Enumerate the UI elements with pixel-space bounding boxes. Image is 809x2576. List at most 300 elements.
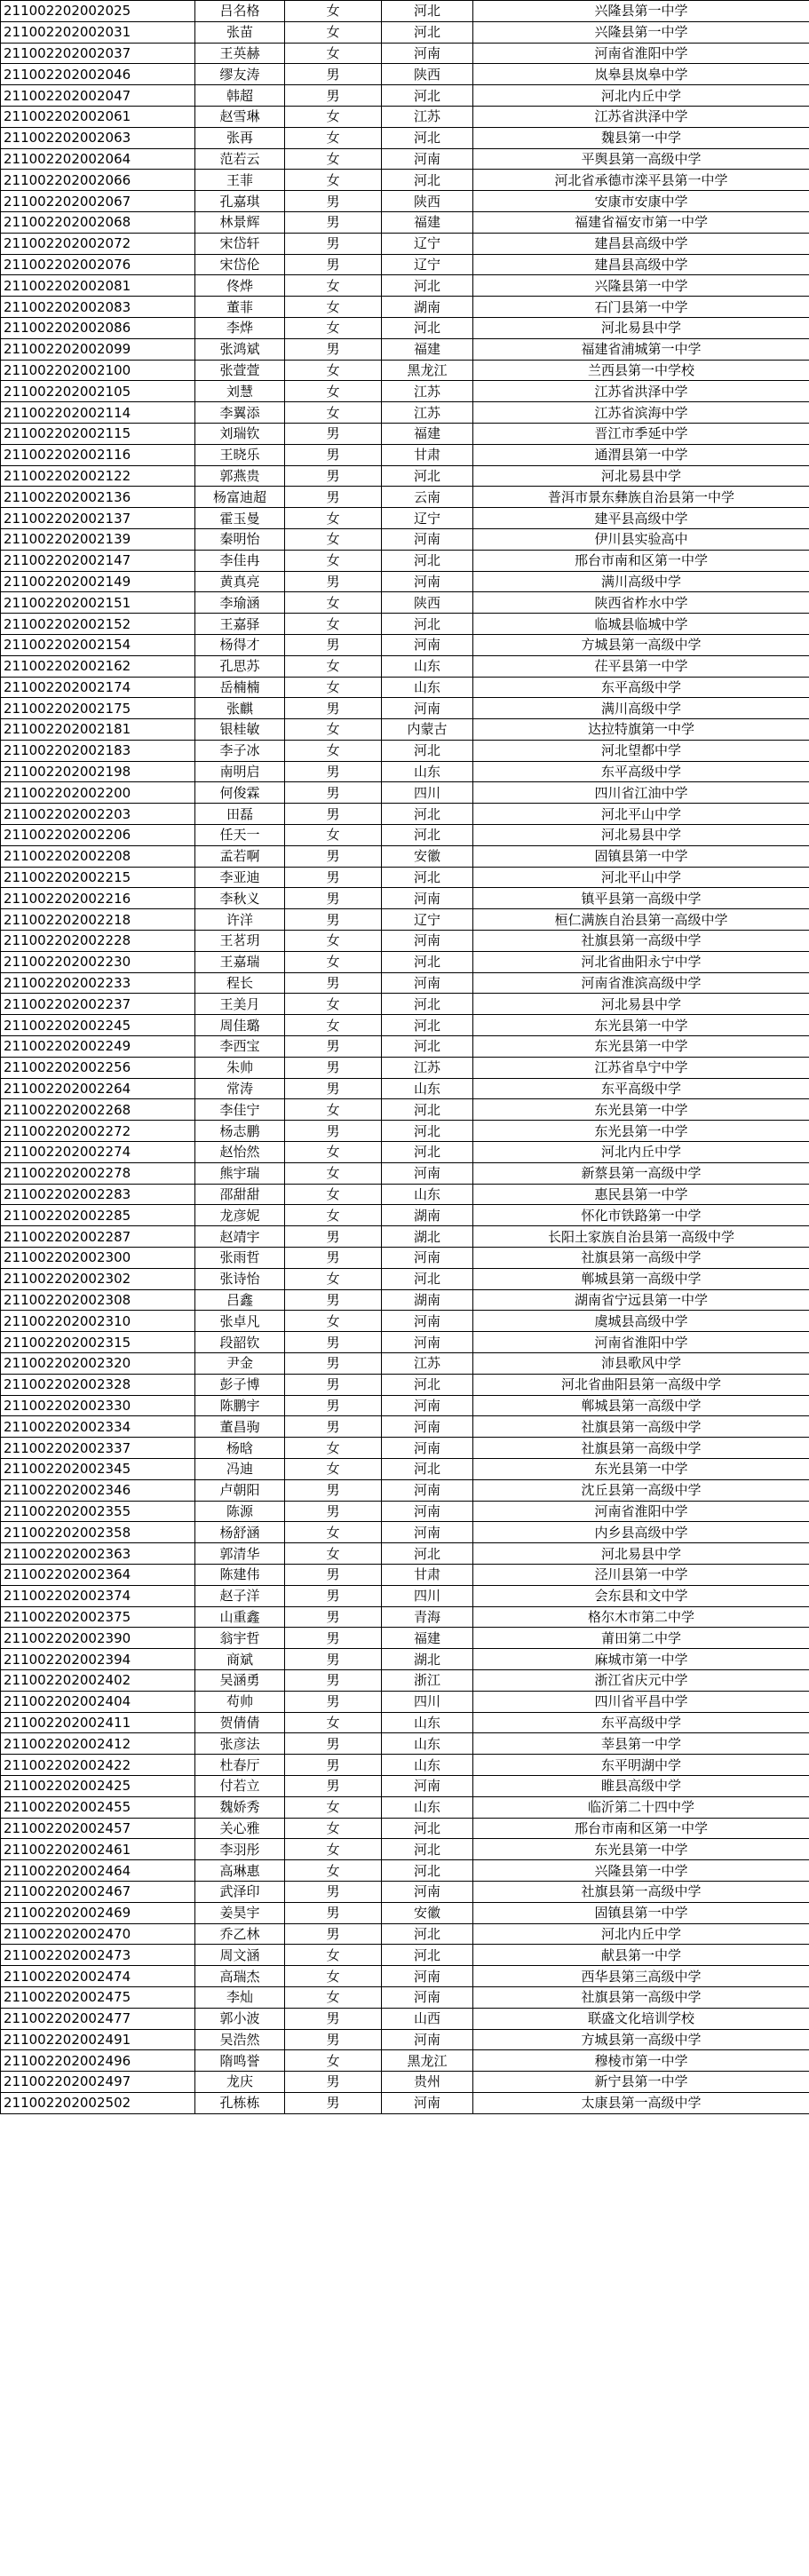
province-cell: 河北 <box>382 1860 473 1882</box>
name-cell: 秦明怡 <box>195 528 285 550</box>
province-cell: 黑龙江 <box>382 360 473 381</box>
province-cell: 河南 <box>382 972 473 994</box>
province-cell: 江苏 <box>382 106 473 127</box>
name-cell: 张彦法 <box>195 1733 285 1755</box>
table-row <box>1 592 809 614</box>
table-row <box>1 1796 809 1818</box>
table-row <box>1 1818 809 1839</box>
exam-number-cell: 211002202002152 <box>1 614 195 635</box>
school-cell: 兴隆县第一中学 <box>473 275 809 297</box>
table-row <box>1 106 809 127</box>
school-cell: 晋江市季延中学 <box>473 423 809 444</box>
table-row <box>1 1733 809 1755</box>
province-cell: 河北 <box>382 614 473 635</box>
province-cell: 河北 <box>382 994 473 1015</box>
gender-cell: 男 <box>285 2008 382 2029</box>
school-cell: 兰西县第一中学校 <box>473 360 809 381</box>
gender-cell: 男 <box>285 571 382 592</box>
name-cell: 陈建伟 <box>195 1564 285 1585</box>
table-row <box>1 1966 809 1987</box>
exam-number-cell: 211002202002072 <box>1 233 195 254</box>
name-cell: 王菲 <box>195 170 285 191</box>
exam-number-cell: 211002202002181 <box>1 719 195 741</box>
exam-number-cell: 211002202002328 <box>1 1374 195 1395</box>
exam-number-cell: 211002202002200 <box>1 782 195 804</box>
gender-cell: 女 <box>285 1839 382 1860</box>
province-cell: 山西 <box>382 2008 473 2029</box>
exam-number-cell: 211002202002461 <box>1 1839 195 1860</box>
table-row <box>1 297 809 318</box>
province-cell: 河南 <box>382 1479 473 1501</box>
table-row <box>1 1226 809 1248</box>
province-cell: 贵州 <box>382 2072 473 2093</box>
gender-cell: 男 <box>285 804 382 825</box>
gender-cell: 男 <box>285 1078 382 1099</box>
exam-number-cell: 211002202002105 <box>1 381 195 402</box>
table-row <box>1 423 809 444</box>
province-cell: 河北 <box>382 1374 473 1395</box>
province-cell: 陕西 <box>382 592 473 614</box>
name-cell: 龙庆 <box>195 2072 285 2093</box>
gender-cell: 男 <box>285 1669 382 1691</box>
school-cell: 联盛文化培训学校 <box>473 2008 809 2029</box>
gender-cell: 男 <box>285 1628 382 1649</box>
province-cell: 河北 <box>382 867 473 888</box>
gender-cell: 女 <box>285 106 382 127</box>
exam-number-cell: 211002202002154 <box>1 634 195 655</box>
exam-number-cell: 211002202002475 <box>1 1986 195 2008</box>
school-cell: 河北望都中学 <box>473 740 809 761</box>
table-row <box>1 211 809 233</box>
exam-number-cell: 211002202002457 <box>1 1818 195 1839</box>
gender-cell: 男 <box>285 1775 382 1796</box>
province-cell: 辽宁 <box>382 233 473 254</box>
province-cell: 河南 <box>382 1881 473 1902</box>
province-cell: 河南 <box>382 1248 473 1269</box>
exam-number-cell: 211002202002274 <box>1 1142 195 1163</box>
gender-cell: 女 <box>285 677 382 698</box>
exam-number-cell: 211002202002300 <box>1 1248 195 1269</box>
exam-number-cell: 211002202002390 <box>1 1628 195 1649</box>
name-cell: 周文涵 <box>195 1945 285 1966</box>
table-row <box>1 275 809 297</box>
exam-number-cell: 211002202002402 <box>1 1669 195 1691</box>
table-row <box>1 21 809 43</box>
table-row <box>1 1691 809 1712</box>
gender-cell: 男 <box>285 1733 382 1755</box>
table-row <box>1 360 809 381</box>
province-cell: 河南 <box>382 43 473 64</box>
gender-cell: 女 <box>285 719 382 741</box>
school-cell: 通渭县第一中学 <box>473 444 809 465</box>
exam-number-cell: 211002202002046 <box>1 64 195 85</box>
gender-cell: 男 <box>285 2092 382 2113</box>
table-row <box>1 740 809 761</box>
table-row <box>1 1184 809 1205</box>
gender-cell: 女 <box>285 1311 382 1332</box>
school-cell: 河北易县中学 <box>473 994 809 1015</box>
exam-number-cell: 211002202002025 <box>1 1 195 22</box>
name-cell: 郭燕贵 <box>195 465 285 487</box>
exam-number-cell: 211002202002215 <box>1 867 195 888</box>
exam-number-cell: 211002202002469 <box>1 1902 195 1923</box>
school-cell: 东光县第一中学 <box>473 1015 809 1036</box>
exam-number-cell: 211002202002256 <box>1 1057 195 1078</box>
name-cell: 王嘉瑞 <box>195 951 285 972</box>
exam-number-cell: 211002202002467 <box>1 1881 195 1902</box>
name-cell: 韩超 <box>195 85 285 107</box>
exam-number-cell: 211002202002183 <box>1 740 195 761</box>
school-cell: 郸城县第一高级中学 <box>473 1395 809 1416</box>
province-cell: 河南 <box>382 1438 473 1459</box>
exam-number-cell: 211002202002264 <box>1 1078 195 1099</box>
name-cell: 隋鸣誉 <box>195 2050 285 2072</box>
name-cell: 何俊霖 <box>195 782 285 804</box>
name-cell: 李瑜涵 <box>195 592 285 614</box>
province-cell: 河南 <box>382 1162 473 1184</box>
gender-cell: 男 <box>285 1332 382 1353</box>
province-cell: 辽宁 <box>382 254 473 275</box>
name-cell: 龙彦妮 <box>195 1205 285 1226</box>
table-row <box>1 1839 809 1860</box>
province-cell: 河北 <box>382 170 473 191</box>
province-cell: 山东 <box>382 1078 473 1099</box>
province-cell: 河北 <box>382 1268 473 1289</box>
table-row <box>1 1479 809 1501</box>
exam-number-cell: 211002202002233 <box>1 972 195 994</box>
school-cell: 河北易县中学 <box>473 465 809 487</box>
province-cell: 河北 <box>382 127 473 148</box>
school-cell: 内乡县高级中学 <box>473 1522 809 1543</box>
gender-cell: 男 <box>285 867 382 888</box>
name-cell: 任天一 <box>195 825 285 846</box>
name-cell: 宋岱轩 <box>195 233 285 254</box>
gender-cell: 女 <box>285 740 382 761</box>
table-row <box>1 148 809 170</box>
province-cell: 河南 <box>382 528 473 550</box>
name-cell: 孔嘉琪 <box>195 191 285 212</box>
table-row <box>1 655 809 677</box>
table-row <box>1 1078 809 1099</box>
table-row <box>1 845 809 867</box>
table-row <box>1 909 809 931</box>
name-cell: 李佳冉 <box>195 550 285 571</box>
gender-cell: 男 <box>285 1564 382 1585</box>
table-row <box>1 1986 809 2008</box>
school-cell: 桓仁满族自治县第一高级中学 <box>473 909 809 931</box>
gender-cell: 女 <box>285 1543 382 1565</box>
table-row <box>1 1353 809 1375</box>
gender-cell: 男 <box>285 233 382 254</box>
gender-cell: 男 <box>285 1479 382 1501</box>
table-row <box>1 634 809 655</box>
province-cell: 河南 <box>382 148 473 170</box>
school-cell: 东平高级中学 <box>473 1712 809 1733</box>
school-cell: 河北省承德市滦平县第一中学 <box>473 170 809 191</box>
province-cell: 河南 <box>382 1775 473 1796</box>
exam-number-cell: 211002202002320 <box>1 1353 195 1375</box>
gender-cell: 男 <box>285 1416 382 1438</box>
exam-number-cell: 211002202002218 <box>1 909 195 931</box>
name-cell: 李西宝 <box>195 1036 285 1058</box>
exam-number-cell: 211002202002047 <box>1 85 195 107</box>
school-cell: 东光县第一中学 <box>473 1458 809 1479</box>
province-cell: 河南 <box>382 1332 473 1353</box>
school-cell: 四川省平昌中学 <box>473 1691 809 1712</box>
table-row <box>1 761 809 782</box>
province-cell: 青海 <box>382 1606 473 1628</box>
exam-number-cell: 211002202002114 <box>1 402 195 424</box>
gender-cell: 女 <box>285 1796 382 1818</box>
school-cell: 建平县高级中学 <box>473 508 809 529</box>
name-cell: 银桂敏 <box>195 719 285 741</box>
province-cell: 河北 <box>382 1458 473 1479</box>
table-row <box>1 1205 809 1226</box>
table-row <box>1 317 809 338</box>
name-cell: 王晓乐 <box>195 444 285 465</box>
school-cell: 江苏省滨海中学 <box>473 402 809 424</box>
exam-number-cell: 211002202002061 <box>1 106 195 127</box>
table-row <box>1 1142 809 1163</box>
school-cell: 满川高级中学 <box>473 571 809 592</box>
province-cell: 河北 <box>382 1945 473 1966</box>
table-row <box>1 867 809 888</box>
school-cell: 伊川县实验高中 <box>473 528 809 550</box>
table-row <box>1 2072 809 2093</box>
exam-number-cell: 211002202002285 <box>1 1205 195 1226</box>
exam-number-cell: 211002202002137 <box>1 508 195 529</box>
name-cell: 张卓凡 <box>195 1311 285 1332</box>
name-cell: 熊宇瑞 <box>195 1162 285 1184</box>
gender-cell: 男 <box>285 1585 382 1606</box>
table-row <box>1 1649 809 1670</box>
gender-cell: 男 <box>285 1649 382 1670</box>
province-cell: 河南 <box>382 1311 473 1332</box>
gender-cell: 男 <box>285 191 382 212</box>
school-cell: 满川高级中学 <box>473 698 809 719</box>
province-cell: 河南 <box>382 2029 473 2050</box>
name-cell: 杨舒涵 <box>195 1522 285 1543</box>
name-cell: 张苗 <box>195 21 285 43</box>
name-cell: 付若立 <box>195 1775 285 1796</box>
exam-number-cell: 211002202002037 <box>1 43 195 64</box>
school-cell: 镇平县第一高级中学 <box>473 888 809 909</box>
gender-cell: 男 <box>285 338 382 360</box>
name-cell: 贺倩倩 <box>195 1712 285 1733</box>
province-cell: 陕西 <box>382 191 473 212</box>
name-cell: 孔栋栋 <box>195 2092 285 2113</box>
province-cell: 福建 <box>382 423 473 444</box>
province-cell: 四川 <box>382 1691 473 1712</box>
table-row <box>1 1860 809 1882</box>
school-cell: 社旗县第一高级中学 <box>473 1416 809 1438</box>
exam-number-cell: 211002202002067 <box>1 191 195 212</box>
exam-number-cell: 211002202002268 <box>1 1099 195 1121</box>
exam-number-cell: 211002202002203 <box>1 804 195 825</box>
school-cell: 邢台市南和区第一中学 <box>473 550 809 571</box>
province-cell: 河南 <box>382 931 473 952</box>
exam-number-cell: 211002202002116 <box>1 444 195 465</box>
exam-number-cell: 211002202002278 <box>1 1162 195 1184</box>
province-cell: 河南 <box>382 888 473 909</box>
table-row <box>1 677 809 698</box>
school-cell: 福建省浦城第一中学 <box>473 338 809 360</box>
table-row <box>1 1162 809 1184</box>
table-row <box>1 1121 809 1142</box>
name-cell: 程长 <box>195 972 285 994</box>
gender-cell: 女 <box>285 2050 382 2072</box>
school-cell: 河南省淮滨高级中学 <box>473 972 809 994</box>
table-row <box>1 487 809 508</box>
exam-number-cell: 211002202002337 <box>1 1438 195 1459</box>
exam-number-cell: 211002202002136 <box>1 487 195 508</box>
table-row <box>1 254 809 275</box>
school-cell: 河北平山中学 <box>473 867 809 888</box>
gender-cell: 女 <box>285 1142 382 1163</box>
gender-cell: 男 <box>285 1395 382 1416</box>
school-cell: 河南省淮阳中学 <box>473 1501 809 1522</box>
gender-cell: 女 <box>285 550 382 571</box>
exam-number-cell: 211002202002081 <box>1 275 195 297</box>
gender-cell: 女 <box>285 528 382 550</box>
school-cell: 四川省江油中学 <box>473 782 809 804</box>
table-row <box>1 782 809 804</box>
table-row <box>1 1881 809 1902</box>
province-cell: 山东 <box>382 1755 473 1776</box>
student-rows <box>1 1 809 2114</box>
province-cell: 浙江 <box>382 1669 473 1691</box>
gender-cell: 男 <box>285 2029 382 2050</box>
name-cell: 赵靖宇 <box>195 1226 285 1248</box>
gender-cell: 男 <box>285 972 382 994</box>
school-cell: 西华县第三高级中学 <box>473 1966 809 1987</box>
exam-number-cell: 211002202002497 <box>1 2072 195 2093</box>
school-cell: 江苏省洪泽中学 <box>473 381 809 402</box>
name-cell: 杨富迪超 <box>195 487 285 508</box>
name-cell: 吕鑫 <box>195 1289 285 1311</box>
school-cell: 怀化市铁路第一中学 <box>473 1205 809 1226</box>
province-cell: 四川 <box>382 782 473 804</box>
gender-cell: 女 <box>285 1205 382 1226</box>
gender-cell: 男 <box>285 1374 382 1395</box>
exam-number-cell: 211002202002496 <box>1 2050 195 2072</box>
school-cell: 社旗县第一高级中学 <box>473 931 809 952</box>
province-cell: 河南 <box>382 1416 473 1438</box>
exam-number-cell: 211002202002474 <box>1 1966 195 1987</box>
gender-cell: 女 <box>285 994 382 1015</box>
school-cell: 格尔木市第二中学 <box>473 1606 809 1628</box>
gender-cell: 女 <box>285 297 382 318</box>
gender-cell: 男 <box>285 845 382 867</box>
province-cell: 河北 <box>382 804 473 825</box>
gender-cell: 男 <box>285 634 382 655</box>
province-cell: 河北 <box>382 1839 473 1860</box>
name-cell: 冯迪 <box>195 1458 285 1479</box>
school-cell: 东光县第一中学 <box>473 1036 809 1058</box>
province-cell: 河北 <box>382 317 473 338</box>
name-cell: 武泽印 <box>195 1881 285 1902</box>
table-row <box>1 1564 809 1585</box>
exam-number-cell: 211002202002149 <box>1 571 195 592</box>
name-cell: 李烨 <box>195 317 285 338</box>
exam-number-cell: 211002202002064 <box>1 148 195 170</box>
name-cell: 陈源 <box>195 1501 285 1522</box>
table-row <box>1 1289 809 1311</box>
table-row <box>1 127 809 148</box>
gender-cell: 女 <box>285 1818 382 1839</box>
province-cell: 河北 <box>382 465 473 487</box>
province-cell: 山东 <box>382 677 473 698</box>
name-cell: 张雨哲 <box>195 1248 285 1269</box>
school-cell: 河北易县中学 <box>473 317 809 338</box>
name-cell: 李佳宁 <box>195 1099 285 1121</box>
school-cell: 临城县临城中学 <box>473 614 809 635</box>
exam-number-cell: 211002202002502 <box>1 2092 195 2113</box>
gender-cell: 男 <box>285 1121 382 1142</box>
gender-cell: 男 <box>285 254 382 275</box>
exam-number-cell: 211002202002206 <box>1 825 195 846</box>
school-cell: 方城县第一高级中学 <box>473 2029 809 2050</box>
school-cell: 临沂第二十四中学 <box>473 1796 809 1818</box>
gender-cell: 女 <box>285 592 382 614</box>
province-cell: 河北 <box>382 1121 473 1142</box>
exam-number-cell: 211002202002162 <box>1 655 195 677</box>
name-cell: 苟帅 <box>195 1691 285 1712</box>
table-row <box>1 804 809 825</box>
school-cell: 东平高级中学 <box>473 1078 809 1099</box>
school-cell: 河南省淮阳中学 <box>473 1332 809 1353</box>
school-cell: 河北省曲阳永宁中学 <box>473 951 809 972</box>
table-row <box>1 1438 809 1459</box>
gender-cell: 女 <box>285 1860 382 1882</box>
table-row <box>1 1416 809 1438</box>
exam-number-cell: 211002202002139 <box>1 528 195 550</box>
gender-cell: 男 <box>285 1226 382 1248</box>
province-cell: 河北 <box>382 740 473 761</box>
gender-cell: 女 <box>285 951 382 972</box>
exam-number-cell: 211002202002031 <box>1 21 195 43</box>
gender-cell: 男 <box>285 423 382 444</box>
gender-cell: 男 <box>285 64 382 85</box>
name-cell: 岳楠楠 <box>195 677 285 698</box>
exam-number-cell: 211002202002470 <box>1 1923 195 1945</box>
school-cell: 睢县高级中学 <box>473 1775 809 1796</box>
gender-cell: 女 <box>285 1162 382 1184</box>
name-cell: 董昌驹 <box>195 1416 285 1438</box>
exam-number-cell: 211002202002315 <box>1 1332 195 1353</box>
school-cell: 江苏省洪泽中学 <box>473 106 809 127</box>
exam-number-cell: 211002202002208 <box>1 845 195 867</box>
exam-number-cell: 211002202002308 <box>1 1289 195 1311</box>
table-row <box>1 508 809 529</box>
gender-cell: 男 <box>285 1691 382 1712</box>
province-cell: 黑龙江 <box>382 2050 473 2072</box>
name-cell: 李翼添 <box>195 402 285 424</box>
gender-cell: 女 <box>285 381 382 402</box>
school-cell: 江苏省阜宁中学 <box>473 1057 809 1078</box>
name-cell: 商斌 <box>195 1649 285 1670</box>
gender-cell: 男 <box>285 444 382 465</box>
school-cell: 河北内丘中学 <box>473 85 809 107</box>
school-cell: 河北平山中学 <box>473 804 809 825</box>
name-cell: 周佳璐 <box>195 1015 285 1036</box>
name-cell: 赵怡然 <box>195 1142 285 1163</box>
table-row <box>1 2008 809 2029</box>
gender-cell: 男 <box>285 1501 382 1522</box>
gender-cell: 女 <box>285 43 382 64</box>
table-row <box>1 1458 809 1479</box>
name-cell: 翁宇哲 <box>195 1628 285 1649</box>
